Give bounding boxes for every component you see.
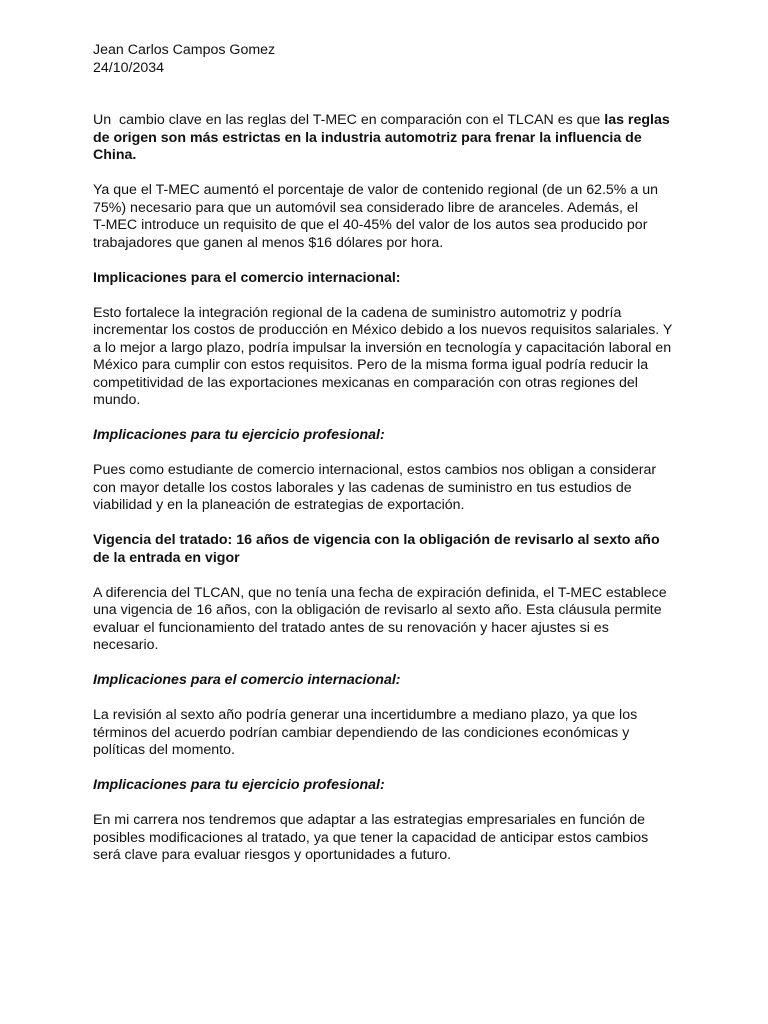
paragraph-treaty-validity (93, 585, 678, 655)
text-line: competitividad de las exportaciones mexicanas en comparación con otras regiones del (93, 374, 638, 391)
spacer (93, 760, 678, 778)
text-line: Pues como estudiante de comercio internacional, estos cambios nos obligan a considerar (93, 462, 657, 478)
document-date: 24/10/2034 (93, 59, 165, 76)
spacer (93, 690, 678, 708)
text-line: necesario. (93, 637, 159, 653)
intro-bold-text: las reglas (604, 112, 670, 128)
spacer (93, 77, 678, 95)
spacer (93, 165, 678, 183)
text-line: trabajadores que ganen al menos $16 dólares por hora. (93, 234, 444, 251)
spacer (93, 567, 678, 585)
paragraph-review-uncertainty (93, 707, 678, 760)
spacer (93, 287, 678, 305)
text-line: posibles modificaciones al tratado, ya que tener la capacidad de anticipar estos cambios (93, 829, 649, 846)
spacer (93, 95, 678, 113)
section-heading: Implicaciones para el comercio internacional: (93, 672, 401, 688)
text-line: Ya que el T-MEC aumentó el porcentaje de valor de contenido regional (de un 62.5% a un (93, 182, 658, 198)
text-line: 75%) necesario para que un automóvil sea considerado libre de aranceles. Además, el (93, 199, 638, 216)
section-heading: Implicaciones para tu ejercicio profesional: (93, 777, 385, 793)
text-line: con mayor detalle los costos laborales y las cadenas de suministro en tus estudios de (93, 479, 632, 496)
section-heading-treaty-validity: Vigencia del tratado: 16 años de vigencia con la obligación de revisarlo al sexto año de la entrada en vigor (93, 532, 660, 566)
spacer (93, 795, 678, 813)
intro-line (93, 112, 678, 130)
text-line: Esto fortalece la integración regional de la cadena de suministro automotriz y podría (93, 304, 622, 321)
spacer (93, 515, 678, 533)
text-line: La revisión al sexto año podría generar una incertidumbre a mediano plazo, ya que los (93, 707, 638, 723)
paragraph-regional-content (93, 182, 678, 252)
text-line: incrementar los costos de producción en México debido a los nuevos requisitos salariales. Y (93, 322, 673, 338)
text-line: México para cumplir con estos requisitos. Pero de la misma forma igual podría reducir la (93, 357, 649, 373)
paragraph-professional (93, 462, 678, 515)
intro-text: Un cambio clave en las reglas del T-MEC en comparación con el TLCAN es que (93, 112, 605, 128)
text-line: será clave para evaluar riesgos y oportunidades a futuro. (93, 847, 452, 863)
paragraph-international-trade (93, 305, 678, 410)
paragraph-career-adaptation (93, 812, 678, 865)
section-heading: Implicaciones para tu ejercicio profesional: (93, 427, 385, 443)
text-line: T-MEC introduce un requisito de que el 40-45% del valor de los autos sea producido por (93, 217, 648, 233)
text-line: A diferencia del TLCAN, que no tenía una fecha de expiración definida, el T-MEC establece (93, 584, 667, 601)
section-heading: Implicaciones para el comercio internacional: (93, 269, 401, 286)
text-line: una vigencia de 16 años, con la obligación de revisarlo al sexto año. Esta cláusula permite (93, 602, 662, 618)
author-name: Jean Carlos Campos Gomez (93, 42, 276, 58)
spacer (93, 445, 678, 463)
text-line: mundo. (93, 392, 141, 408)
text-line: términos del acuerdo podrían cambiar dependiendo de las condiciones económicas y (93, 724, 630, 741)
intro-bold-line: de origen son más estrictas en la industria automotriz para frenar la influencia de (93, 129, 642, 146)
document-page (93, 42, 678, 865)
text-line: viabilidad y en la planeación de estrategias de exportación. (93, 497, 465, 513)
spacer (93, 252, 678, 270)
text-line: políticas del momento. (93, 742, 235, 758)
intro-bold-line: China. (93, 147, 137, 163)
spacer (93, 410, 678, 428)
text-line: En mi carrera nos tendremos que adaptar a las estrategias empresariales en función de (93, 812, 646, 828)
spacer (93, 655, 678, 673)
text-line: a lo mejor a largo plazo, podría impulsar la inversión en tecnología y capacitación laboral en (93, 339, 672, 356)
text-line: evaluar el funcionamiento del tratado antes de su renovación y hacer ajustes si es (93, 619, 609, 636)
intro-paragraph (93, 112, 678, 165)
